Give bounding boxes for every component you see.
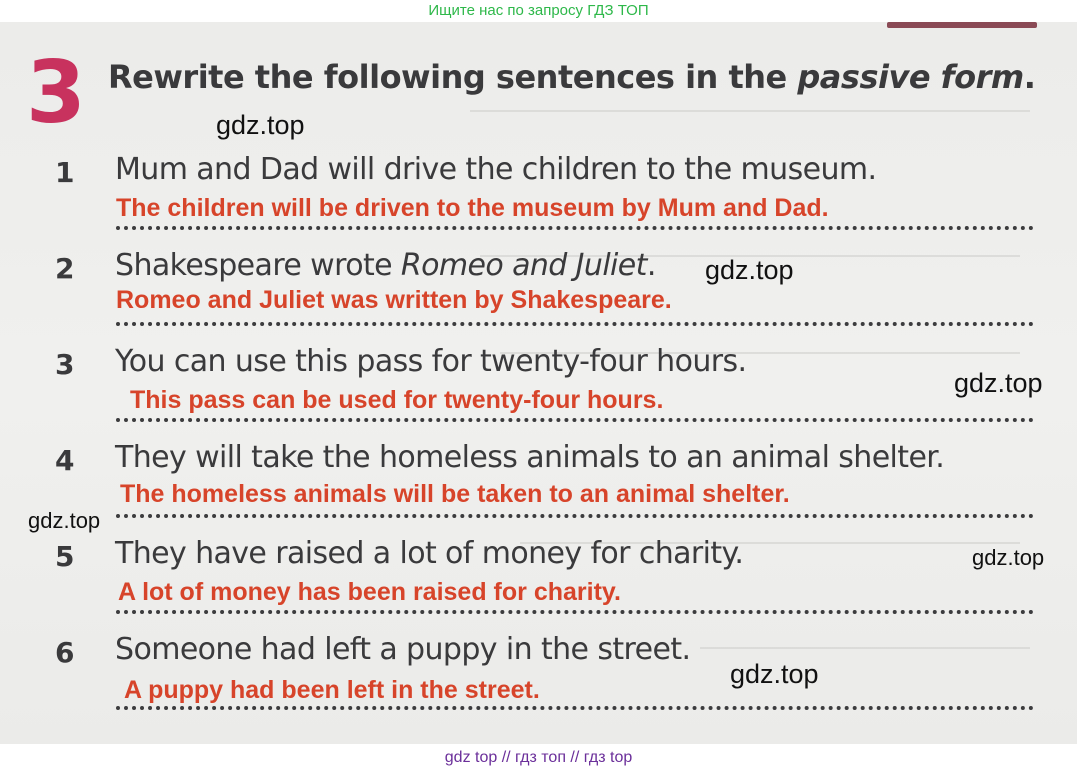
heading-text: Rewrite the following sentences in the bbox=[108, 58, 798, 96]
answer-line bbox=[116, 706, 1034, 710]
watermark: gdz.top bbox=[705, 255, 794, 285]
watermark: gdz.top bbox=[216, 110, 305, 140]
item-answer: The children will be driven to the museum by Mum and Dad. bbox=[116, 194, 829, 222]
heading-end: . bbox=[1023, 58, 1036, 96]
exercise-number: 3 bbox=[26, 43, 86, 143]
page-corner-decoration bbox=[887, 22, 1037, 28]
exercise-heading bbox=[108, 58, 1035, 96]
item-answer: A puppy had been left in the street. bbox=[124, 676, 540, 704]
watermark: gdz.top bbox=[954, 368, 1043, 398]
item-number: 6 bbox=[55, 636, 75, 669]
item-answer: This pass can be used for twenty-four hours. bbox=[130, 386, 664, 414]
answer-line bbox=[116, 610, 1034, 614]
list-item bbox=[0, 632, 1077, 732]
list-item bbox=[0, 536, 1077, 636]
answer-line bbox=[116, 514, 1034, 518]
heading-italic: passive form bbox=[797, 58, 1024, 96]
item-answer: A lot of money has been raised for charity. bbox=[118, 578, 621, 606]
answer-line bbox=[116, 418, 1034, 422]
item-sentence: Mum and Dad will drive the children to the museum. bbox=[115, 152, 877, 187]
item-sentence: You can use this pass for twenty-four hours. bbox=[115, 344, 747, 379]
top-banner: Ищите нас по запросу ГДЗ ТОП bbox=[428, 2, 649, 19]
bleed-through-line bbox=[470, 110, 1030, 112]
item-number: 5 bbox=[55, 540, 75, 573]
watermark: gdz.top bbox=[730, 659, 819, 689]
answer-line bbox=[116, 322, 1034, 326]
sentence-text: Shakespeare wrote bbox=[115, 248, 401, 283]
list-item bbox=[0, 248, 1077, 348]
item-sentence: Someone had left a puppy in the street. bbox=[115, 632, 691, 667]
list-item bbox=[0, 344, 1077, 444]
item-answer: The homeless animals will be taken to an animal shelter. bbox=[120, 480, 790, 508]
item-number: 1 bbox=[55, 156, 75, 189]
item-answer: Romeo and Juliet was written by Shakespeare. bbox=[116, 286, 672, 314]
sentence-italic: Romeo and Juliet bbox=[400, 248, 647, 283]
sentence-end: . bbox=[646, 248, 656, 283]
item-number: 4 bbox=[55, 444, 75, 477]
answer-line bbox=[116, 226, 1034, 230]
item-number: 2 bbox=[55, 252, 75, 285]
watermark: gdz.top bbox=[972, 545, 1045, 570]
textbook-page bbox=[0, 22, 1077, 744]
bottom-banner: gdz top // гдз топ // гдз top bbox=[0, 744, 1077, 772]
list-item bbox=[0, 440, 1077, 540]
item-number: 3 bbox=[55, 348, 75, 381]
item-sentence bbox=[115, 248, 656, 283]
item-sentence: They have raised a lot of money for charity. bbox=[115, 536, 744, 571]
watermark: gdz.top bbox=[28, 508, 101, 533]
list-item bbox=[0, 152, 1077, 252]
item-sentence: They will take the homeless animals to an animal shelter. bbox=[115, 440, 945, 475]
